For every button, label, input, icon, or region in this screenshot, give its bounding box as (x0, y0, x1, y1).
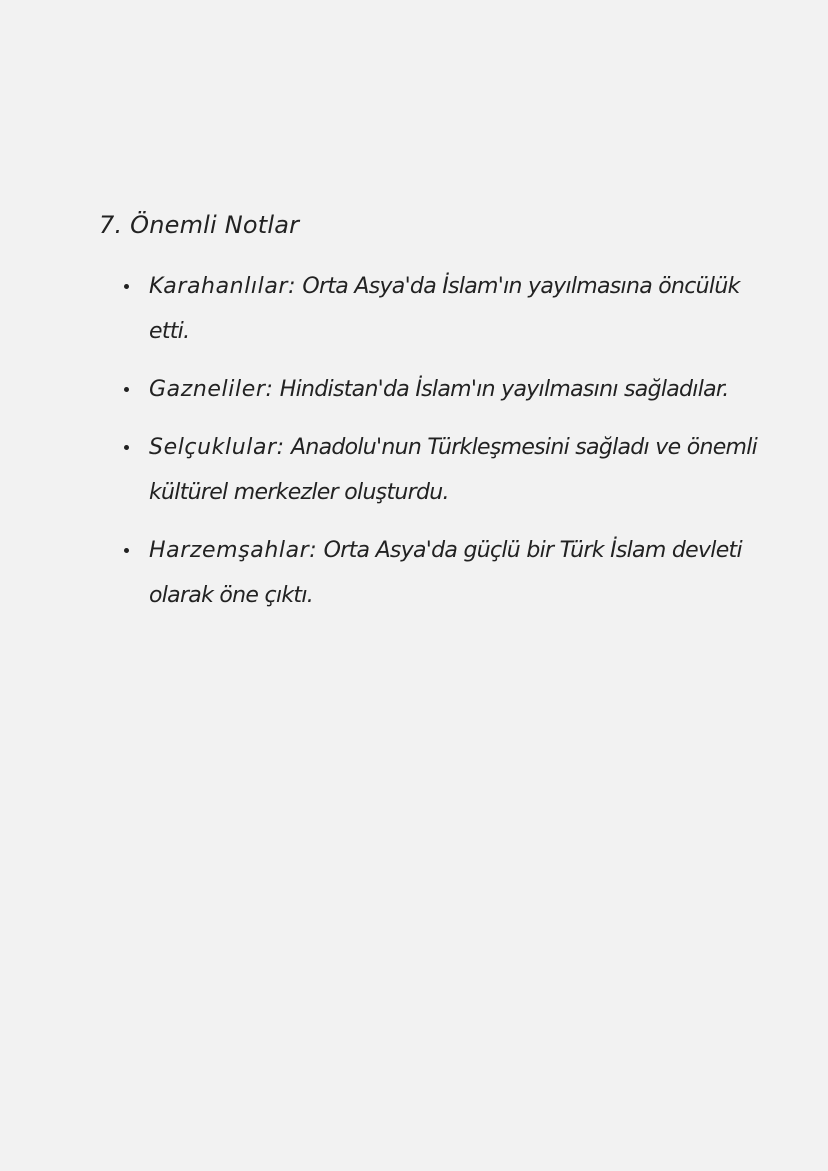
note-text: Hindistan'da İslam'ın yayılmasını sağladılar. (273, 377, 729, 402)
section-heading: 7. Önemli Notlar (99, 211, 300, 239)
note-text: Anadolu'nun Türkleşmesini sağladı ve önemli kültürel merkezler oluşturdu. (149, 435, 758, 505)
note-text: Orta Asya'da İslam'ın yayılmasına öncülük etti. (149, 274, 740, 344)
list-item (120, 367, 760, 412)
bullet-icon (124, 445, 129, 450)
list-item (120, 264, 760, 354)
note-term: Selçuklular: (149, 435, 285, 460)
bullet-icon (124, 548, 129, 553)
note-term: Karahanlılar: (149, 274, 297, 299)
list-item (120, 425, 760, 515)
list-item (120, 528, 760, 618)
note-term: Gazneliler: (149, 377, 274, 402)
bullet-icon (124, 284, 129, 289)
note-term: Harzemşahlar: (149, 538, 318, 563)
bullet-icon (124, 387, 129, 392)
notes-list (120, 264, 760, 631)
note-text: Orta Asya'da güçlü bir Türk İslam devleti olarak öne çıktı. (149, 538, 742, 608)
